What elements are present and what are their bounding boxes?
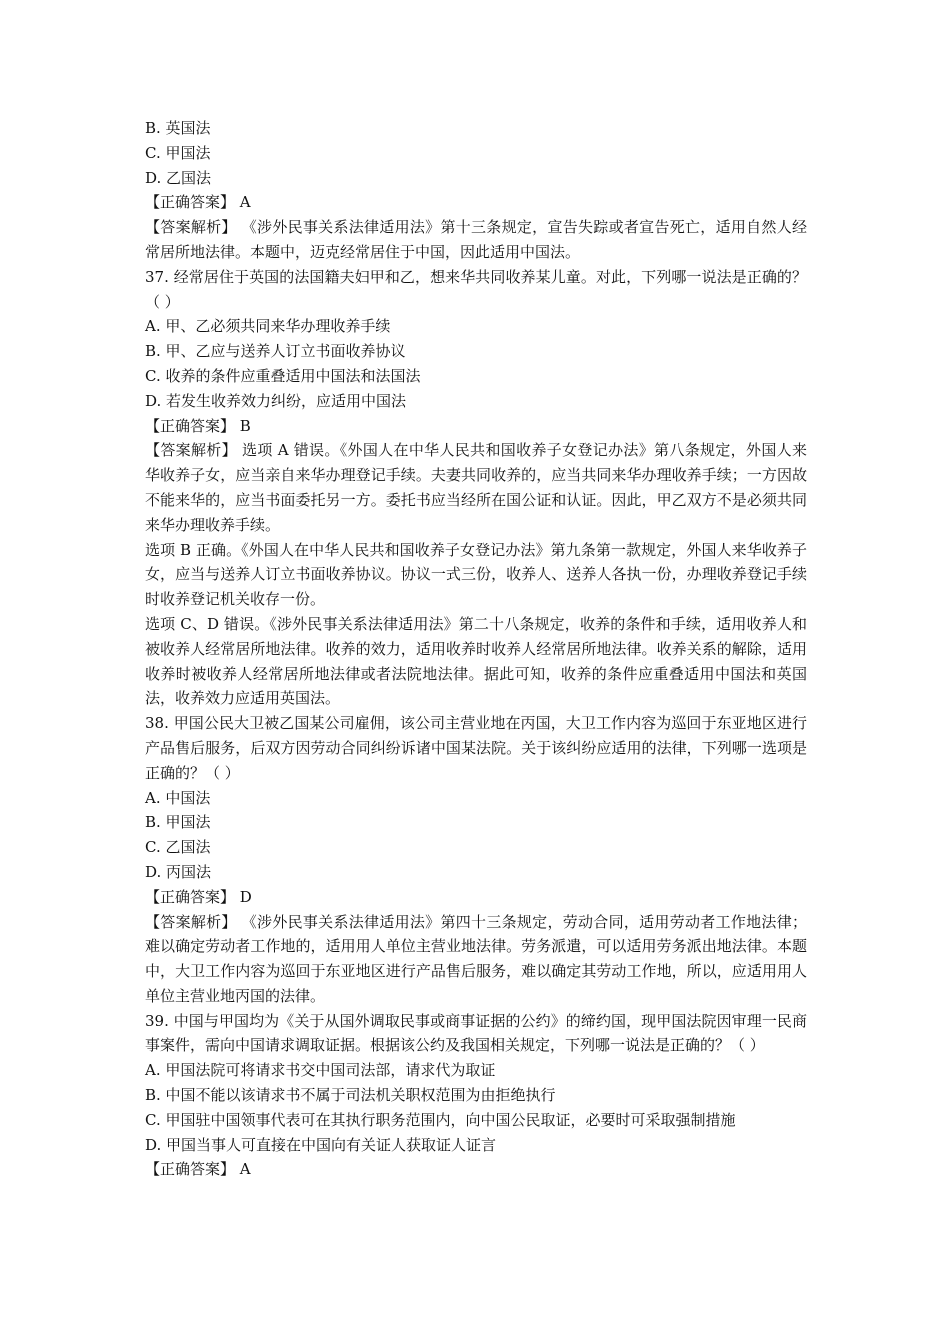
q38-explanation: 【答案解析】 《涉外民事关系法律适用法》第四十三条规定，劳动合同，适用劳动者工作地法律；难以确定劳动者工作地的，适用用人单位主营业地法律。劳务派遣，可以适用劳务派出地法律。本题中，大卫工作内容为巡回于东亚地区进行产品售后服务，难以确定其劳动工作地，所以，应适用用人单位主营业地丙国的法律。 [145, 912, 807, 1005]
q37-explanation-a: 【答案解析】 选项 A 错误。《外国人在中华人民共和国收养子女登记办法》第八条规定，外国人来华收养子女，应当亲自来华办理登记手续。夫妻共同收养的，应当共同来华办理收养手续；一方因故不能来华的，应当书面委托另一方。委托书应当经所在国公证和认证。因此，甲乙双方不是必须共同来华办理收养手续。 [145, 441, 807, 534]
q38-option-b: B. 甲国法 [145, 813, 211, 832]
q38-option-d: D. 丙国法 [145, 862, 212, 881]
q37-explanation-cd: 选项 C、D 错误。《涉外民事关系法律适用法》第二十八条规定，收养的条件和手续，适用收养人和被收养人经常居所地法律。收养的效力，适用收养时收养人经常居所地法律。收养关系的解除，适用收养时被收养人经常居所地法律或者法院地法律。据此可知，收养的条件应重叠适用中国法和英国法，收养效力应适用英国法。 [145, 614, 807, 708]
option-b-line: B. 英国法 [145, 119, 211, 137]
q37-explanation-b: 选项 B 正确。《外国人在中华人民共和国收养子女登记办法》第九条第一款规定，外国人来华收养子女，应当与送养人订立书面收养协议。协议一式三份，收养人、送养人各执一份，办理收养登记手续时收养登记机关收存一份。 [145, 540, 807, 609]
answer-explanation: 【答案解析】 《涉外民事关系法律适用法》第十三条规定，宣告失踪或者宣告死亡，适用自然人经常居所地法律。本题中，迈克经常居住于中国，因此适用中国法。 [145, 218, 807, 261]
q39-option-b: B. 中国不能以该请求书不属于司法机关职权范围为由拒绝执行 [145, 1086, 556, 1105]
document-page [145, 116, 807, 1182]
q37-option-b: B. 甲、乙应与送养人订立书面收养协议 [145, 342, 406, 361]
correct-answer: 【正确答案】 A [145, 193, 251, 212]
q37-option-a: A. 甲、乙必须共同来华办理收养手续 [145, 317, 391, 336]
q37-option-c: C. 收养的条件应重叠适用中国法和法国法 [145, 366, 421, 385]
q37-option-d: D. 若发生收养效力纠纷，应适用中国法 [145, 391, 407, 410]
q38-option-c: C. 乙国法 [145, 838, 211, 857]
q38-correct-answer: 【正确答案】 D [145, 887, 252, 906]
question-37: 37. 经常居住于英国的法国籍夫妇甲和乙，想来华共同收养某儿童。对此，下列哪一说法是正确的？（ ） [145, 267, 807, 311]
q39-option-c: C. 甲国驻中国领事代表可在其执行职务范围内，向中国公民取证，必要时可采取强制措施 [145, 1110, 736, 1129]
q39-correct-answer: 【正确答案】 A [145, 1160, 251, 1179]
option-c-line: C. 甲国法 [145, 143, 211, 162]
option-d-line: D. 乙国法 [145, 168, 212, 187]
q39-option-a: A. 甲国法院可将请求书交中国司法部，请求代为取证 [145, 1061, 496, 1080]
q39-option-d: D. 甲国当事人可直接在中国向有关证人获取证人证言 [145, 1135, 497, 1154]
q37-correct-answer: 【正确答案】 B [145, 416, 251, 435]
question-38: 38. 甲国公民大卫被乙国某公司雇佣，该公司主营业地在丙国，大卫工作内容为巡回于东亚地区进行产品售后服务，后双方因劳动合同纠纷诉诸中国某法院。关于该纠纷应适用的法律，下列哪一选项是正确的？（ ） [145, 714, 807, 782]
question-39: 39. 中国与甲国均为《关于从国外调取民事或商事证据的公约》的缔约国，现甲国法院因审理一民商事案件，需向中国请求调取证据。根据该公约及我国相关规定，下列哪一说法是正确的？（ ） [145, 1011, 807, 1055]
q38-option-a: A. 中国法 [145, 788, 211, 807]
